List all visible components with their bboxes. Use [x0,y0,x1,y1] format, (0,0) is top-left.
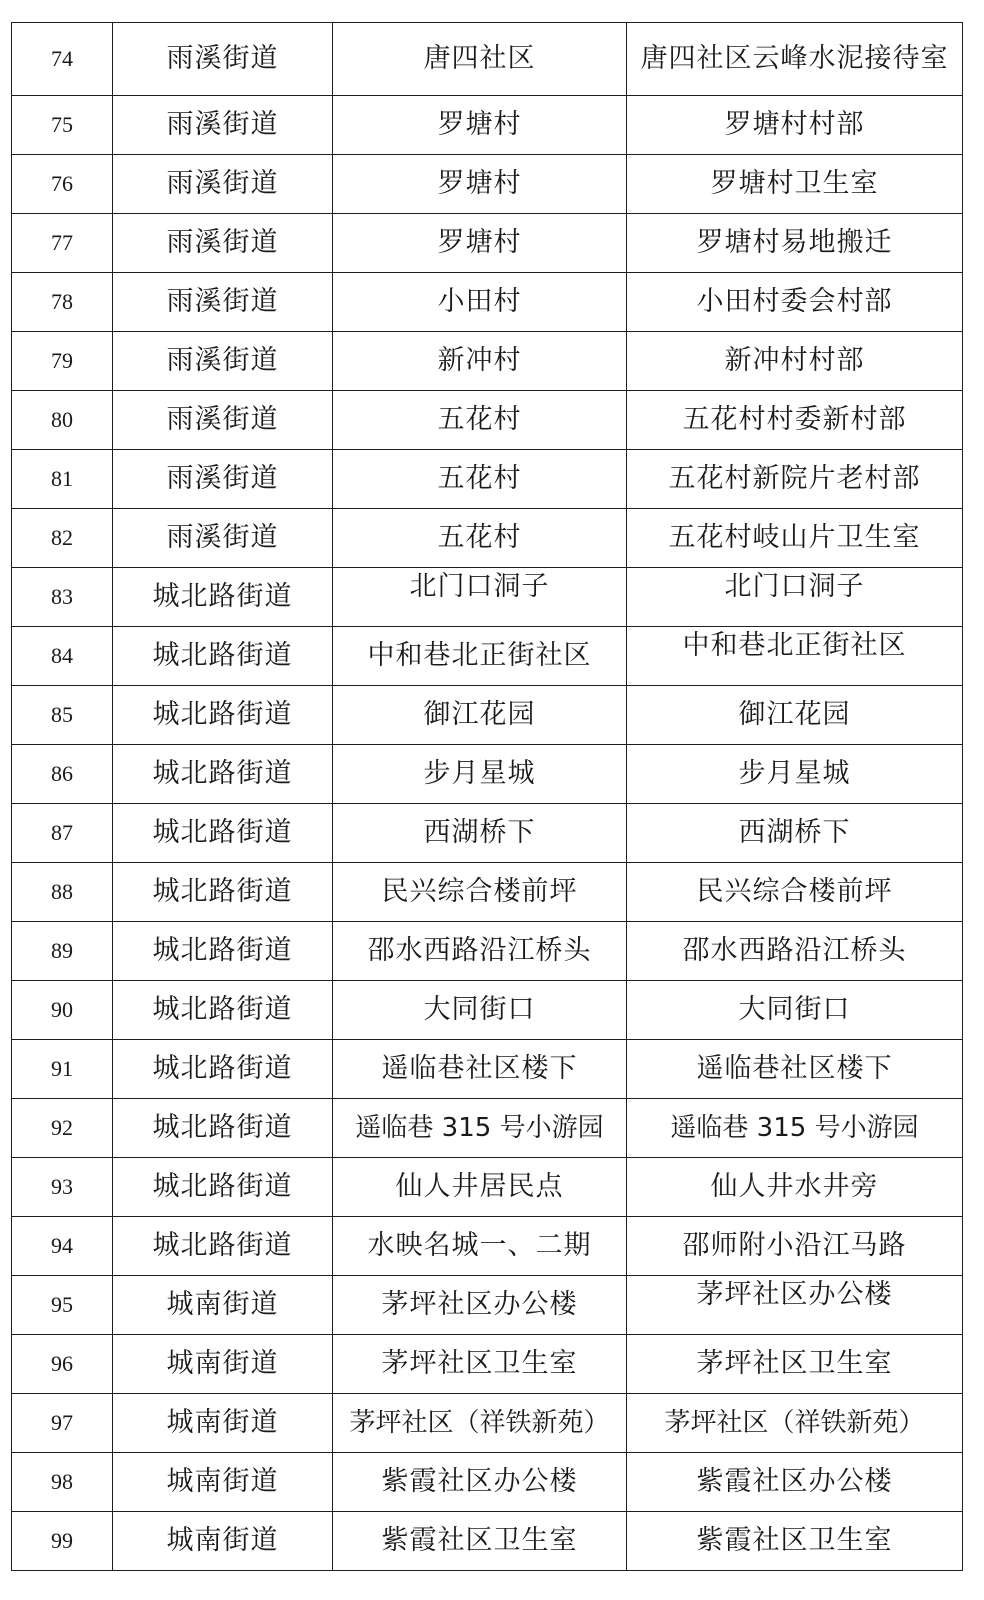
site-cell: 邵水西路沿江桥头 [627,922,963,981]
row-number: 98 [12,1453,113,1512]
table-row [12,981,963,1040]
site-cell: 中和巷北正街社区 [627,627,963,686]
site-cell: 紫霞社区卫生室 [627,1512,963,1571]
street-cell: 城北路街道 [113,863,333,922]
community-cell: 罗塘村 [333,155,627,214]
sites-table [11,22,963,1571]
street-cell: 城南街道 [113,1512,333,1571]
street-cell: 雨溪街道 [113,273,333,332]
site-cell: 五花村村委新村部 [627,391,963,450]
community-cell: 茅坪社区卫生室 [333,1335,627,1394]
street-cell: 城南街道 [113,1453,333,1512]
row-number: 85 [12,686,113,745]
site-cell: 罗塘村村部 [627,96,963,155]
site-cell: 罗塘村易地搬迁 [627,214,963,273]
community-cell: 小田村 [333,273,627,332]
street-cell: 城北路街道 [113,981,333,1040]
table-row [12,1099,963,1158]
row-number: 90 [12,981,113,1040]
community-cell: 茅坪社区（祥铁新苑） [333,1394,627,1453]
street-cell: 雨溪街道 [113,155,333,214]
site-cell: 遥临巷 315 号小游园 [627,1099,963,1158]
street-cell: 城北路街道 [113,1040,333,1099]
row-number: 77 [12,214,113,273]
table-row [12,686,963,745]
street-cell: 城南街道 [113,1394,333,1453]
street-cell: 雨溪街道 [113,391,333,450]
community-cell: 罗塘村 [333,96,627,155]
street-cell: 雨溪街道 [113,450,333,509]
table-row [12,450,963,509]
community-cell: 五花村 [333,391,627,450]
site-cell: 新冲村村部 [627,332,963,391]
community-cell: 北门口洞子 [333,568,627,627]
table-row [12,1335,963,1394]
community-cell: 水映名城一、二期 [333,1217,627,1276]
row-number: 84 [12,627,113,686]
street-cell: 城北路街道 [113,1217,333,1276]
community-cell: 五花村 [333,509,627,568]
community-cell: 紫霞社区卫生室 [333,1512,627,1571]
street-cell: 城北路街道 [113,922,333,981]
table-row [12,1158,963,1217]
community-cell: 仙人井居民点 [333,1158,627,1217]
table-row [12,1217,963,1276]
community-cell: 五花村 [333,450,627,509]
row-number: 91 [12,1040,113,1099]
street-cell: 城北路街道 [113,804,333,863]
row-number: 78 [12,273,113,332]
table-row [12,804,963,863]
street-cell: 城南街道 [113,1335,333,1394]
row-number: 82 [12,509,113,568]
table-row [12,391,963,450]
row-number: 76 [12,155,113,214]
table-row [12,509,963,568]
community-cell: 新冲村 [333,332,627,391]
table-row [12,863,963,922]
row-number: 94 [12,1217,113,1276]
community-cell: 紫霞社区办公楼 [333,1453,627,1512]
sites-table-body [12,23,963,1571]
community-cell: 罗塘村 [333,214,627,273]
row-number: 83 [12,568,113,627]
site-cell: 紫霞社区办公楼 [627,1453,963,1512]
row-number: 99 [12,1512,113,1571]
community-cell: 唐四社区 [333,23,627,96]
row-number: 97 [12,1394,113,1453]
table-row [12,23,963,96]
street-cell: 雨溪街道 [113,23,333,96]
table-row [12,627,963,686]
site-cell: 五花村新院片老村部 [627,450,963,509]
site-cell: 邵师附小沿江马路 [627,1217,963,1276]
community-cell: 遥临巷 315 号小游园 [333,1099,627,1158]
row-number: 74 [12,23,113,96]
row-number: 95 [12,1276,113,1335]
row-number: 75 [12,96,113,155]
row-number: 87 [12,804,113,863]
street-cell: 雨溪街道 [113,332,333,391]
street-cell: 城北路街道 [113,627,333,686]
site-cell: 御江花园 [627,686,963,745]
row-number: 81 [12,450,113,509]
table-row [12,1394,963,1453]
community-cell: 民兴综合楼前坪 [333,863,627,922]
site-cell: 仙人井水井旁 [627,1158,963,1217]
community-cell: 御江花园 [333,686,627,745]
community-cell: 茅坪社区办公楼 [333,1276,627,1335]
row-number: 89 [12,922,113,981]
row-number: 96 [12,1335,113,1394]
street-cell: 雨溪街道 [113,96,333,155]
table-row [12,214,963,273]
site-cell: 茅坪社区办公楼 [627,1276,963,1335]
street-cell: 城北路街道 [113,1158,333,1217]
table-row [12,922,963,981]
table-row [12,1453,963,1512]
table-row [12,1512,963,1571]
table-row [12,745,963,804]
site-cell: 遥临巷社区楼下 [627,1040,963,1099]
row-number: 88 [12,863,113,922]
table-row [12,332,963,391]
row-number: 92 [12,1099,113,1158]
community-cell: 西湖桥下 [333,804,627,863]
site-cell: 小田村委会村部 [627,273,963,332]
site-cell: 步月星城 [627,745,963,804]
site-cell: 茅坪社区（祥铁新苑） [627,1394,963,1453]
site-cell: 西湖桥下 [627,804,963,863]
community-cell: 大同街口 [333,981,627,1040]
street-cell: 城北路街道 [113,686,333,745]
row-number: 79 [12,332,113,391]
table-row [12,1040,963,1099]
street-cell: 城北路街道 [113,745,333,804]
community-cell: 中和巷北正街社区 [333,627,627,686]
street-cell: 城南街道 [113,1276,333,1335]
table-row [12,155,963,214]
site-cell: 唐四社区云峰水泥接待室 [627,23,963,96]
site-cell: 罗塘村卫生室 [627,155,963,214]
site-cell: 民兴综合楼前坪 [627,863,963,922]
site-cell: 大同街口 [627,981,963,1040]
site-cell: 北门口洞子 [627,568,963,627]
table-row [12,96,963,155]
table-row [12,273,963,332]
row-number: 86 [12,745,113,804]
table-row [12,568,963,627]
table-row [12,1276,963,1335]
street-cell: 城北路街道 [113,1099,333,1158]
community-cell: 遥临巷社区楼下 [333,1040,627,1099]
street-cell: 雨溪街道 [113,509,333,568]
street-cell: 城北路街道 [113,568,333,627]
site-cell: 五花村岐山片卫生室 [627,509,963,568]
community-cell: 步月星城 [333,745,627,804]
community-cell: 邵水西路沿江桥头 [333,922,627,981]
row-number: 93 [12,1158,113,1217]
row-number: 80 [12,391,113,450]
site-cell: 茅坪社区卫生室 [627,1335,963,1394]
street-cell: 雨溪街道 [113,214,333,273]
